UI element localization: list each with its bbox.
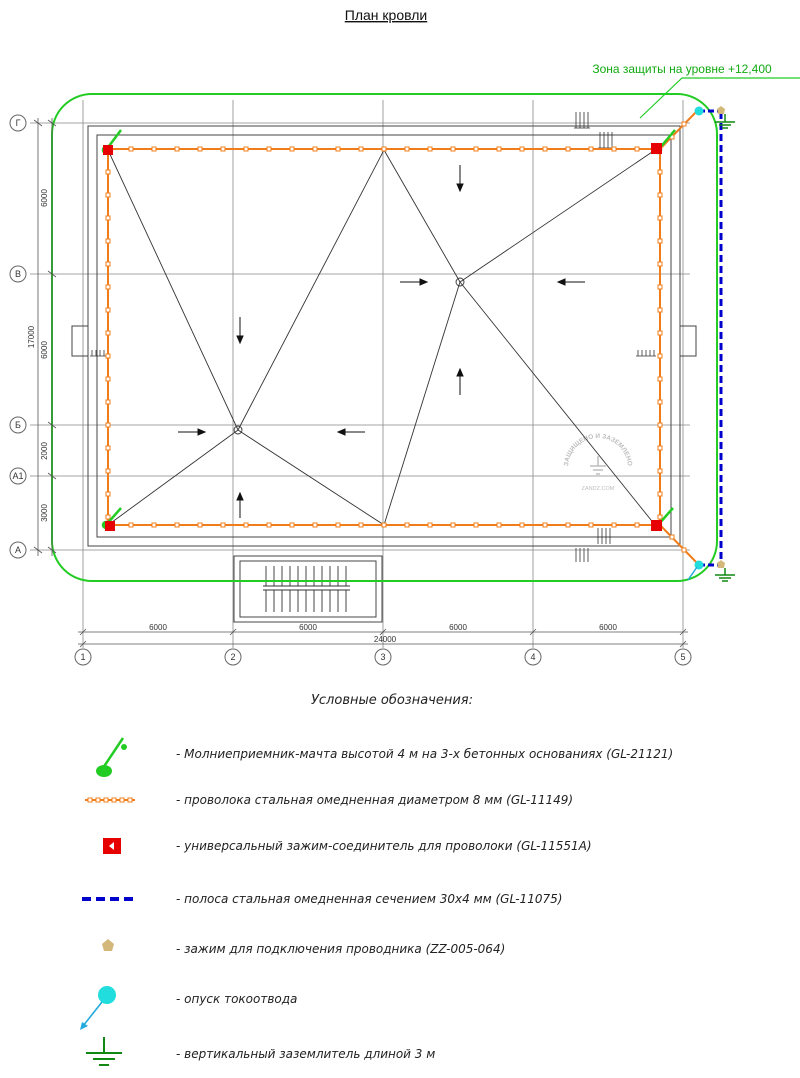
wire-dot <box>336 523 340 527</box>
stair-block <box>234 556 382 622</box>
wire-dot <box>520 523 524 527</box>
clamp-top-left <box>103 145 113 155</box>
wire-dot <box>658 285 662 289</box>
axis-row-label: А1 <box>12 471 24 481</box>
watermark-top-text: ЗАЩИЩЕНО И ЗАЗЕМЛЕНО <box>563 432 633 467</box>
wire-dot <box>635 523 639 527</box>
wire-dot <box>543 523 547 527</box>
wire-dot <box>497 523 501 527</box>
legend-item-text: - полоса стальная омедненная сечением 30х4 мм (GL-11075) <box>176 892 563 906</box>
wire-dot <box>497 147 501 151</box>
wire-dot <box>474 523 478 527</box>
wire-dot <box>198 523 202 527</box>
wire-dot <box>244 523 248 527</box>
wire-dot <box>106 423 110 427</box>
wire-dot <box>589 147 593 151</box>
wire-dot <box>129 523 133 527</box>
wire-dot <box>658 469 662 473</box>
wire-dot <box>428 147 432 151</box>
wire-dot <box>382 523 386 527</box>
slope-arrows <box>178 165 585 518</box>
page-title: План кровли <box>344 7 428 23</box>
wire-dot <box>152 147 156 151</box>
wire-dot <box>612 523 616 527</box>
axis-column-label: 4 <box>530 652 536 662</box>
lightning-mast-icon <box>96 738 127 777</box>
wire-dot <box>589 523 593 527</box>
legend-item-text: - вертикальный заземлитель длиной 3 м <box>176 1047 436 1061</box>
protection-zone-label: Зона защиты на уровне +12,400 <box>592 62 772 76</box>
wire-dot <box>106 354 110 358</box>
axis-row-label: А <box>14 545 22 555</box>
wire-dot <box>682 122 686 126</box>
wire-dot <box>106 377 110 381</box>
wire-dot <box>244 147 248 151</box>
steel-wire-icon <box>85 798 135 802</box>
wire-dot <box>543 147 547 151</box>
dimension-label: 6000 <box>599 623 617 632</box>
wire-dot <box>658 193 662 197</box>
wire-dot <box>106 469 110 473</box>
wire-dot <box>520 147 524 151</box>
watermark-bottom-text: ZANDZ.COM <box>581 486 615 492</box>
wire-dot <box>129 147 133 151</box>
wire-dot <box>405 523 409 527</box>
dimension-label: 2000 <box>40 442 49 460</box>
legend-item-text: - зажим для подключения проводника (ZZ-005-064) <box>176 942 506 956</box>
watermark-ground-icon <box>590 456 606 474</box>
dimension-label: 3000 <box>40 504 49 522</box>
wire-dot <box>106 515 110 519</box>
wire-dot <box>682 548 686 552</box>
connector-clamp-bottom <box>717 560 725 568</box>
wire-dot <box>658 377 662 381</box>
wire-dot <box>451 523 455 527</box>
wire-dot <box>382 147 386 151</box>
wire-dot <box>290 147 294 151</box>
row-axis-markers <box>10 115 26 558</box>
wire-dot <box>658 216 662 220</box>
wire-dot <box>175 523 179 527</box>
vertical-ground-rod-icon <box>86 1037 122 1065</box>
wire-dot <box>658 446 662 450</box>
wire-dot <box>152 523 156 527</box>
axis-column-label: 3 <box>380 652 386 662</box>
legend-item-text: - Молниеприемник-мачта высотой 4 м на 3-х бетонных основаниях (GL-21121) <box>176 747 674 761</box>
wire-dot <box>670 535 674 539</box>
axis-row-label: Б <box>15 420 21 430</box>
wire-dot <box>428 523 432 527</box>
dimension-label: 6000 <box>449 623 467 632</box>
dimension-total-label: 17000 <box>27 325 36 349</box>
wire-dot <box>612 147 616 151</box>
wire-dot <box>635 147 639 151</box>
connector-clamp-top <box>717 106 725 114</box>
wire-dot <box>313 147 317 151</box>
wire-dot <box>106 262 110 266</box>
wire-dot <box>359 147 363 151</box>
wire-dot <box>221 147 225 151</box>
wire-to-downconductor-bottom <box>660 525 697 563</box>
roof-ridges <box>108 150 655 525</box>
axis-row-label: Г <box>15 118 21 128</box>
wire-dot <box>198 147 202 151</box>
lightning-wire-loop <box>108 149 660 525</box>
ground-rod-top <box>715 114 735 128</box>
legend-item-text: - универсальный зажим-соединитель для проволоки (GL-11551A) <box>176 839 592 853</box>
dimension-label: 6000 <box>299 623 317 632</box>
wire-dot <box>566 523 570 527</box>
wire-dot <box>566 147 570 151</box>
down-conductor-icon <box>80 986 116 1030</box>
wire-dot <box>474 147 478 151</box>
axis-row-label: В <box>14 269 22 279</box>
wire-dot <box>658 492 662 496</box>
wire-dot <box>106 239 110 243</box>
dimension-total-label: 24000 <box>373 635 397 644</box>
axis-column-label: 5 <box>680 652 686 662</box>
wire-dot <box>106 400 110 404</box>
wire-dot <box>267 147 271 151</box>
wire-dot <box>359 523 363 527</box>
wire-dot <box>106 285 110 289</box>
wire-dot <box>658 170 662 174</box>
axis-column-label: 1 <box>80 652 86 662</box>
wire-dot <box>267 523 271 527</box>
axis-column-label: 2 <box>230 652 236 662</box>
wire-dot <box>313 523 317 527</box>
column-axis-markers <box>75 649 691 665</box>
conductor-clamp-icon <box>102 939 114 951</box>
wire-dot <box>290 523 294 527</box>
clamp-bottom-right <box>651 520 662 531</box>
wire-dot <box>451 147 455 151</box>
wire-dot <box>106 331 110 335</box>
legend-item-text: - проволока стальная омедненная диаметром 8 мм (GL-11149) <box>176 793 574 807</box>
legend-item-text: - опуск токоотвода <box>176 992 298 1006</box>
universal-clamp-icon <box>103 838 121 854</box>
wire-dot <box>405 147 409 151</box>
legend-title: Условные обозначения: <box>310 693 474 708</box>
wire-dot <box>175 147 179 151</box>
wire-dot <box>106 193 110 197</box>
wire-dot <box>221 523 225 527</box>
wire-dot <box>106 492 110 496</box>
down-conductor-top <box>695 107 704 116</box>
dimension-label: 6000 <box>40 341 49 359</box>
wire-dot <box>106 308 110 312</box>
dimension-label: 6000 <box>149 623 167 632</box>
wire-dot <box>106 170 110 174</box>
hatch-marks <box>90 112 656 562</box>
wire-dot <box>658 239 662 243</box>
wire-dot <box>658 515 662 519</box>
wire-dot <box>658 400 662 404</box>
zandz-watermark <box>562 432 634 504</box>
wire-dot <box>336 147 340 151</box>
protection-zone <box>52 94 717 581</box>
wire-dot <box>658 262 662 266</box>
ground-rod-bottom <box>715 568 735 581</box>
clamp-bottom-left <box>105 521 115 531</box>
clamp-top-right <box>651 143 662 154</box>
wire-dot <box>106 216 110 220</box>
wire-dot <box>658 423 662 427</box>
grid-lines <box>30 100 690 648</box>
wire-dot <box>658 354 662 358</box>
wire-dot <box>658 308 662 312</box>
dimension-label: 6000 <box>40 189 49 207</box>
wire-dot <box>106 446 110 450</box>
wire-to-downconductor-top <box>660 111 697 149</box>
wire-dot <box>658 331 662 335</box>
